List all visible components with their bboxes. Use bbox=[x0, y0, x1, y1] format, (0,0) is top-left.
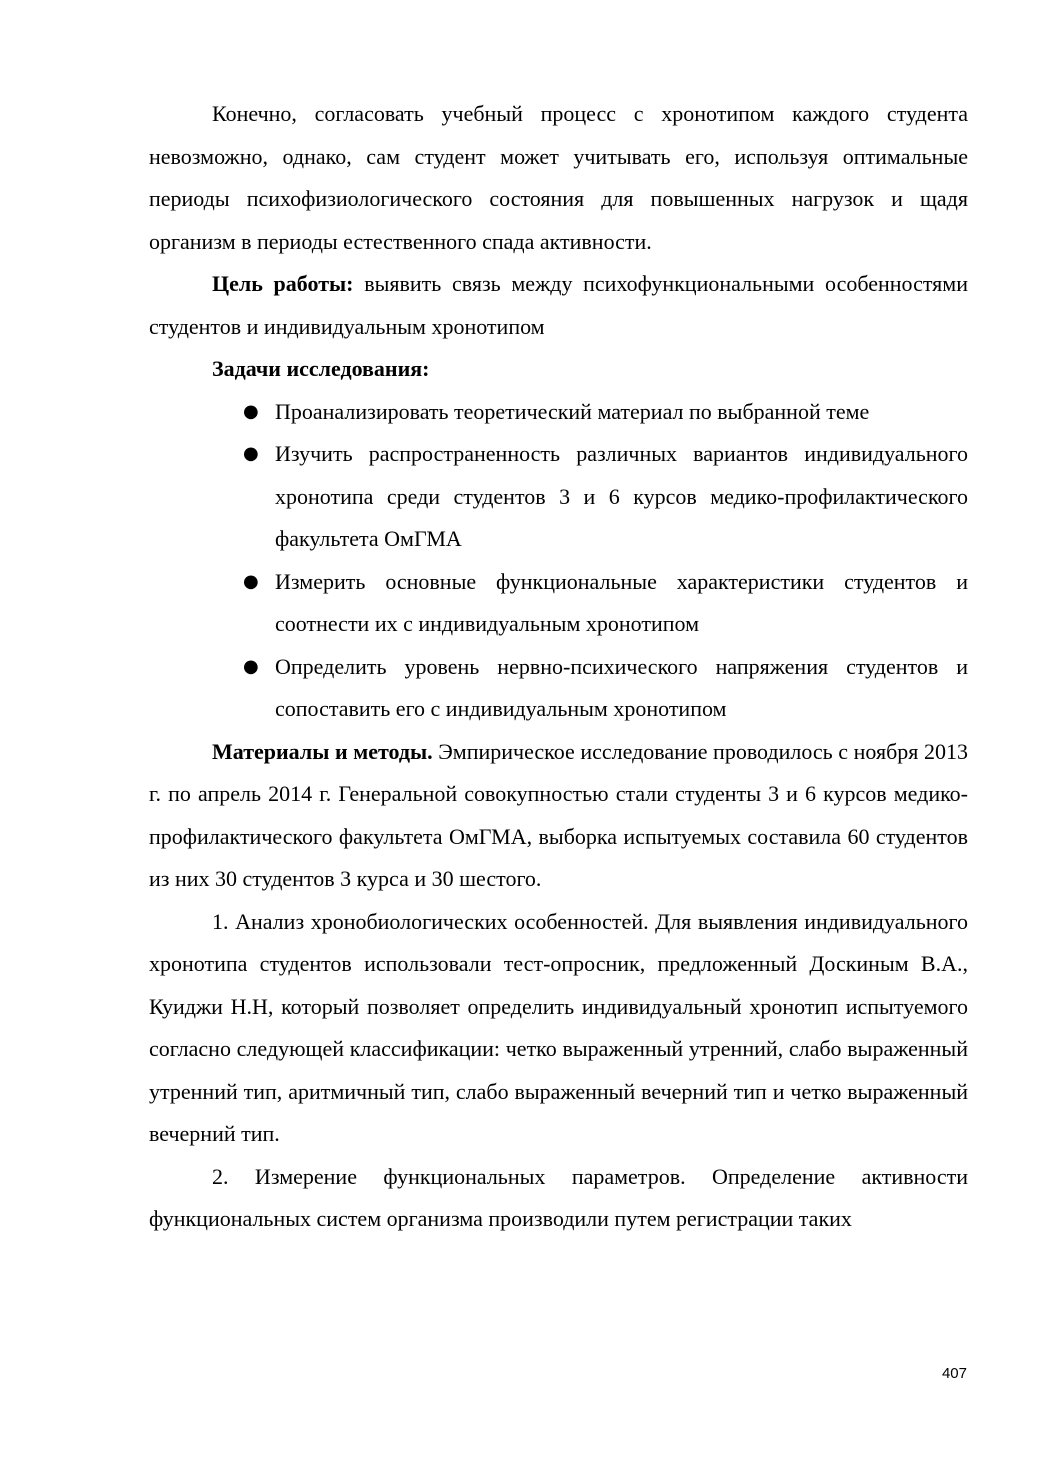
paragraph-intro: Конечно, согласовать учебный процесс с хронотипом каждого студента невозможно, однако, сам студент может учитывать его, используя оптимальные периоды психофизиологического состояния для повышенных нагрузок и щадя организм в периоды естественного спада активности. bbox=[149, 101, 968, 254]
tasks-list bbox=[149, 391, 968, 731]
task-text: Проанализировать теоретический материал по выбранной теме bbox=[275, 398, 870, 424]
methods-text: Эмпирическое исследование проводилось с ноября 2013 г. по апрель 2014 г. Генеральной совокупностью стали студенты 3 и 6 курсов медико-профилактического факультета ОмГМА, выборка испытуемых составила 60 студентов из них 30 студентов 3 курса и 30 шестого. bbox=[149, 738, 968, 891]
task-text: Определить уровень нервно-психического напряжения студентов и сопоставить его с индивидуальным хронотипом bbox=[275, 653, 968, 721]
paragraph-methods bbox=[149, 731, 968, 901]
list-item bbox=[243, 561, 968, 646]
goal-label: Цель работы: bbox=[212, 271, 354, 296]
paragraph-goal bbox=[149, 263, 968, 348]
paragraph-section-1: 1. Анализ хронобиологических особенностей. Для выявления индивидуального хронотипа студентов использовали тест-опросник, предложенный Доскиным В.А., Куиджи Н.Н, который позволяет определить индивидуальный хронотип испытуемого согласно следующей классификации: четко выраженный утренний, слабо выраженный утренний тип, аритмичный тип, слабо выраженный вечерний тип и четко выраженный вечерний тип. bbox=[149, 908, 968, 1146]
task-text: Измерить основные функциональные характеристики студентов и соотнести их с индивидуальным хронотипом bbox=[275, 568, 968, 636]
list-item bbox=[243, 433, 968, 561]
list-item bbox=[243, 391, 968, 434]
page-body bbox=[149, 93, 968, 1241]
methods-label: Материалы и методы. bbox=[212, 738, 433, 764]
task-text: Изучить распространенность различных вариантов индивидуального хронотипа среди студентов 3 и 6 курсов медико-профилактического факультета ОмГМА bbox=[275, 441, 968, 551]
bullet-icon: ● bbox=[243, 443, 259, 464]
bullet-icon: ● bbox=[243, 655, 259, 677]
bullet-icon: ● bbox=[243, 400, 259, 422]
list-item bbox=[243, 646, 968, 731]
goal-text: выявить связь между психофункциональными особенностями студентов и индивидуальным хронотипом bbox=[149, 271, 968, 339]
tasks-heading: Задачи исследования: bbox=[212, 356, 430, 381]
page-number: 407 bbox=[941, 1365, 967, 1382]
bullet-icon: ● bbox=[243, 570, 259, 592]
paragraph-section-2: 2. Измерение функциональных параметров. Определение активности функциональных систем организма производили путем регистрации таких bbox=[149, 1163, 968, 1231]
